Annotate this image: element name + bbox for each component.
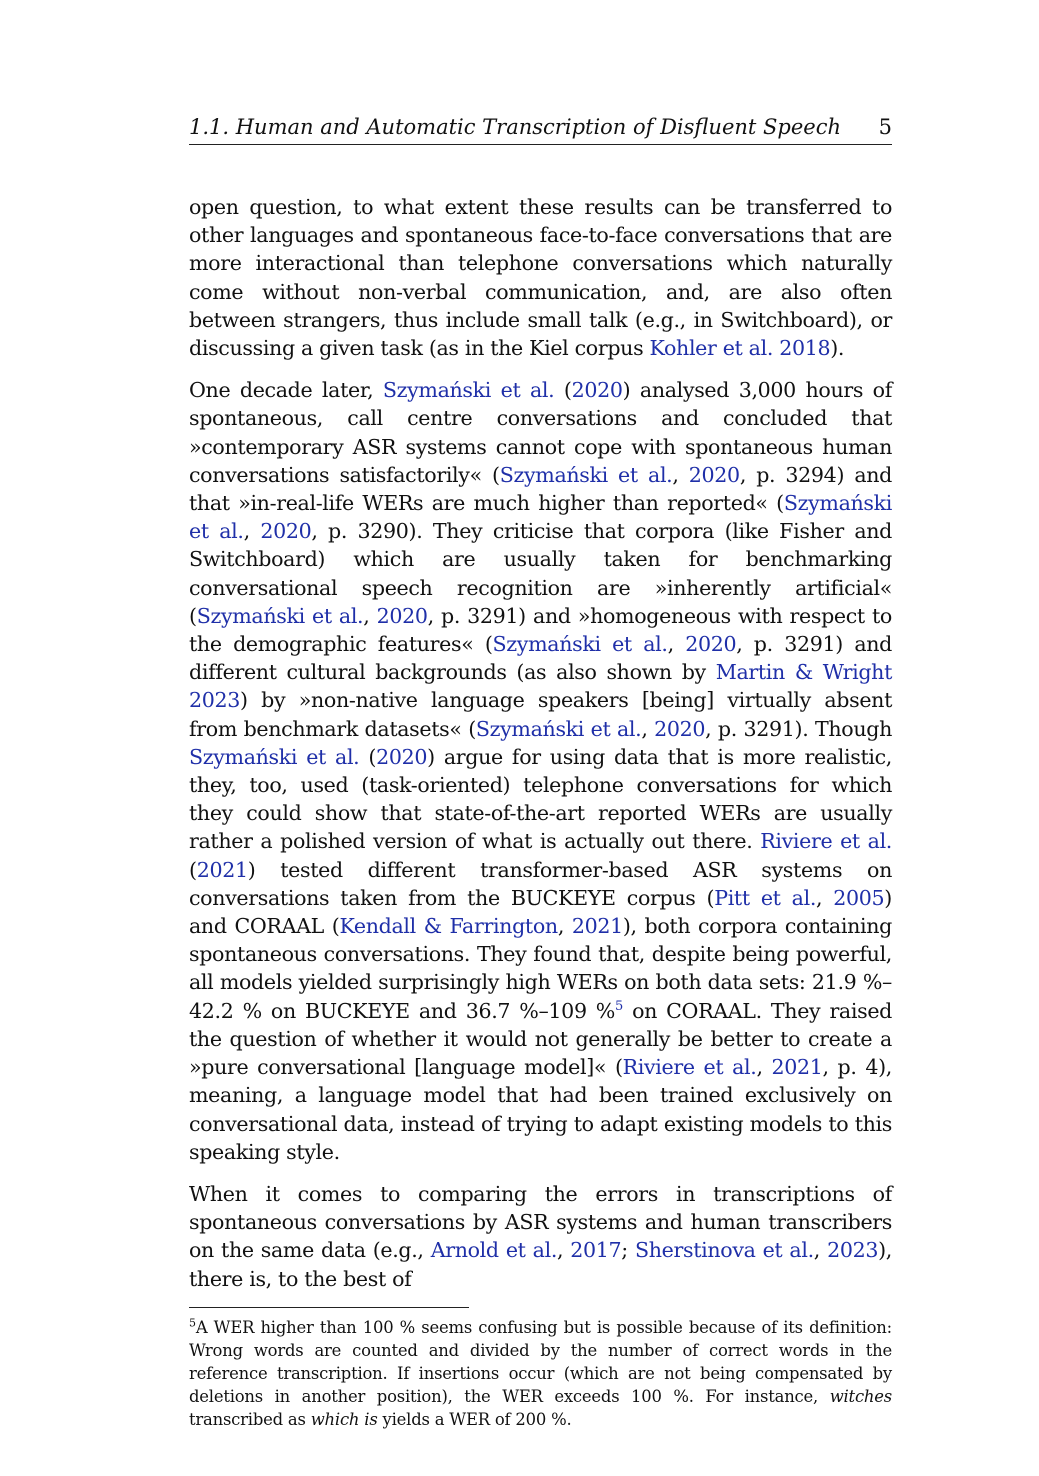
text: ,: [641, 716, 655, 741]
paragraph-1: [189, 193, 892, 362]
text: , p. 3291) and different cultural backgrounds (as also shown by: [189, 632, 892, 685]
text: ;: [621, 1238, 635, 1263]
citation-link[interactable]: 2020: [376, 603, 428, 628]
paragraph-2: [189, 376, 892, 1166]
citation-link[interactable]: Kohler et al. 2018: [649, 336, 831, 361]
text: yields a WER of 200 %.: [377, 1409, 572, 1429]
emphasis: which is: [310, 1409, 378, 1429]
citation-link[interactable]: 2023: [827, 1238, 879, 1263]
footnote-divider: [189, 1307, 469, 1308]
citation-link[interactable]: Riviere et al.: [622, 1055, 757, 1080]
text: ,: [672, 462, 689, 487]
text: ,: [557, 914, 572, 939]
text: ) tested different transformer-based ASR systems on conversations taken from the BUCKEYE corpus (: [189, 857, 892, 910]
text: ,: [756, 1055, 772, 1080]
text: One decade later,: [189, 378, 383, 403]
citation-link[interactable]: 2020: [688, 462, 740, 487]
citation-link[interactable]: Szymański et al.: [196, 603, 364, 628]
text: When it comes to comparing the errors in transcriptions of spontaneous conversations by ASR systems and human transcribers on the same data (e.g.,: [189, 1181, 892, 1263]
running-header: [189, 112, 892, 145]
text: ) by »non-native language speakers [being] virtually absent from benchmark datasets« (: [189, 688, 892, 741]
citation-link[interactable]: Sherstinova et al.: [634, 1238, 814, 1263]
text: A WER higher than 100 % seems confusing but is possible because of its definition: Wrong words are counted and divided by the number of correct words in the reference transcription. If insertions occur (which are not being compensated by deletions in another position), the WER exceeds 100 %. For instance,: [189, 1317, 892, 1406]
text: (: [554, 378, 572, 403]
header-title: 1.1. Human and Automatic Transcription of Disfluent Speech: [189, 115, 841, 139]
citation-link[interactable]: 2020: [654, 716, 706, 741]
text: open question, to what extent these results can be transferred to other languages and spontaneous face-to-face conversations that are more interactional than telephone conversations which naturally come without non-verbal communication, and, are also often between strangers, thus include small talk (e.g., in Switchboard), or discussing a given task (as in the Kiel corpus: [189, 195, 892, 361]
text: ,: [816, 885, 834, 910]
footnote-mark: 5: [189, 1316, 196, 1330]
text: on CORAAL. They raised the question of whether it would not generally be better to create a »pure conversational [language model]« (: [189, 998, 892, 1080]
citation-link[interactable]: Szymański et al.: [499, 462, 673, 487]
emphasis: witches: [829, 1386, 892, 1406]
page: [189, 112, 892, 1431]
text: ).: [830, 336, 845, 361]
citation-link[interactable]: Martin & Wright 2023: [189, 660, 892, 713]
citation-link[interactable]: 2020: [260, 519, 312, 544]
citation-link[interactable]: Arnold et al.: [430, 1238, 558, 1263]
text: ) analysed 3,000 hours of spontaneous, call centre conversations and concluded that »contemporary ASR systems cannot cope with spontaneous human conversations satisfactorily« (: [189, 378, 892, 487]
text: ,: [813, 1238, 828, 1263]
footnote-ref-link[interactable]: 5: [615, 998, 623, 1014]
text: , p. 3294) and that »in-real-life WERs are much higher than reported« (: [189, 462, 892, 516]
citation-link[interactable]: 2020: [685, 632, 737, 657]
page-number: 5: [878, 115, 892, 139]
citation-link[interactable]: Szymański et al.: [475, 716, 642, 741]
text: ,: [243, 519, 261, 544]
citation-link[interactable]: 2021: [196, 857, 248, 882]
text: ) and CORAAL (: [189, 885, 892, 939]
text: ,: [557, 1238, 571, 1263]
citation-link[interactable]: 2020: [571, 378, 623, 403]
text: ), there is, to the best of: [189, 1238, 892, 1291]
citation-link[interactable]: 2020: [376, 744, 428, 769]
text: ,: [363, 603, 377, 628]
paragraph-3: [189, 1180, 892, 1293]
citation-link[interactable]: Szymański et al.: [492, 632, 668, 657]
citation-link[interactable]: 2021: [771, 1055, 823, 1080]
citation-link[interactable]: Szymański et al.: [189, 744, 360, 769]
text: (: [189, 857, 197, 882]
citation-link[interactable]: 2005: [833, 885, 885, 910]
citation-link[interactable]: 2021: [571, 914, 623, 939]
footnote: [189, 1316, 892, 1431]
text: ) argue for using data that is more realistic, they, too, used (task-oriented) telephone conversations for which they could show that state-of-the-art reported WERs are usually rather a polished version of what is actually out there.: [189, 744, 892, 854]
citation-link[interactable]: Kendall & Farrington: [339, 914, 558, 939]
citation-link[interactable]: Pitt et al.: [714, 885, 817, 910]
citation-link[interactable]: Szymański et al.: [382, 378, 555, 403]
text: , p. 3291). Though: [705, 716, 892, 741]
text: , p. 3291) and »homogeneous with respect to the demographic features« (: [189, 603, 892, 657]
citation-link[interactable]: 2017: [570, 1238, 622, 1263]
citation-link[interactable]: Riviere et al.: [760, 829, 892, 854]
text: ,: [667, 632, 686, 657]
citation-link[interactable]: Szymański et al.: [189, 491, 892, 544]
text: , p. 3290). They criticise that corpora (like Fisher and Switchboard) which are usually taken for benchmarking conversational speech recognition are »inherently artificial« (: [189, 519, 892, 628]
text: ), both corpora containing spontaneous conversations. They found that, despite being powerful, all models yielded surprisingly high WERs on both data sets: 21.9 %–42.2 % on BUCKEYE and 36.7 %–109 %: [189, 914, 892, 1023]
text: (: [359, 744, 377, 769]
text: transcribed as: [189, 1409, 311, 1429]
text: , p. 4), meaning, a language model that had been trained exclusively on conversational data, instead of trying to adapt existing models to this speaking style.: [189, 1055, 892, 1164]
